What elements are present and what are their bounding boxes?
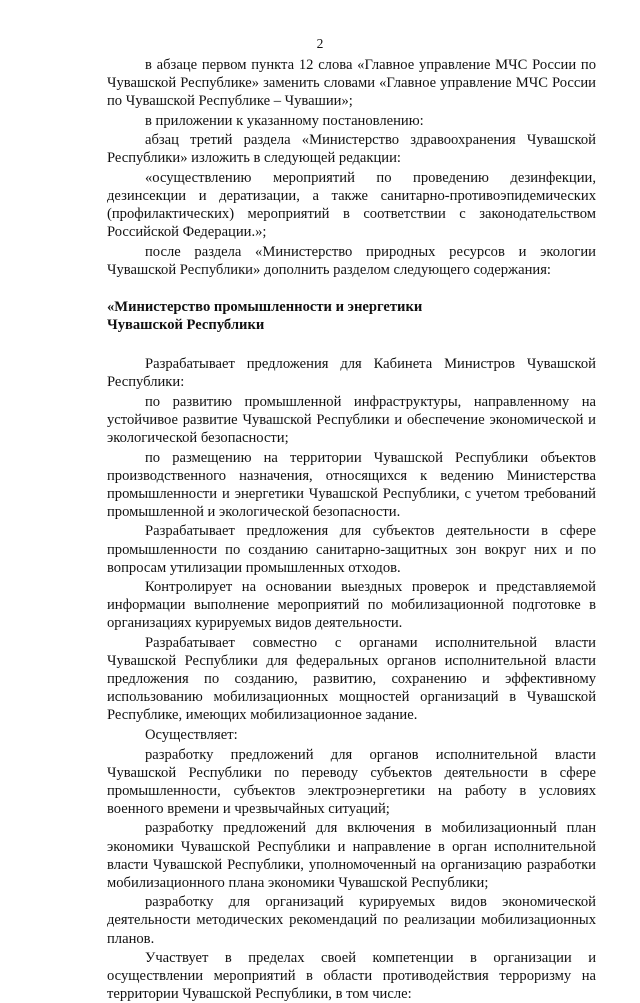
paragraph: разработку предложений для органов исполнительной власти Чувашской Республики по переводу субъектов деятельности в сфере промышленности, субъектов электроэнергетики на работу в условиях военного времени и чрезвычайных ситуаций; (107, 746, 596, 817)
paragraph: Разрабатывает предложения для субъектов деятельности в сфере промышленности по созданию санитарно-защитных зон вокруг них и по вопросам утилизации промышленных отходов. (107, 523, 596, 576)
paragraph: Разрабатывает совместно с органами исполнительной власти Чувашской Республики для федеральных органов исполнительной власти предложения по созданию, развитию, сохранению и эффективному использованию мобилизационных мощностей организаций в Чувашской Республике, имеющих мобилизационное задание. (107, 635, 596, 724)
section-heading-line-1: «Министерство промышленности и энергетики (107, 299, 423, 316)
section-heading (107, 298, 596, 334)
paragraph: по размещению на территории Чувашской Республики объектов производственного назначения, относящихся к ведению Министерства промышленности и энергетики Чувашской Республики, с учетом требований промышленной и экологической безопасности. (107, 449, 596, 520)
document-body (107, 56, 596, 1003)
paragraph: в абзаце первом пункта 12 слова «Главное управление МЧС России по Чувашской Республике» заменить словами «Главное управление МЧС России по Чувашской Республике – Чувашии»; (107, 57, 596, 110)
paragraph: Осуществляет: (145, 727, 238, 743)
paragraph: в приложении к указанному постановлению: (145, 112, 424, 129)
paragraph: Контролирует на основании выездных проверок и представляемой информации выполнение мероприятий по мобилизационной подготовке в организациях курируемых видов деятельности. (107, 579, 596, 632)
paragraph: абзац третий раздела «Министерство здравоохранения Чувашской Республики» изложить в следующей редакции: (107, 132, 596, 167)
paragraph: разработку для организаций курируемых видов экономической деятельности методических рекомендаций по реализации мобилизационных планов. (107, 894, 596, 947)
paragraph: по развитию промышленной инфраструктуры, направленному на устойчивое развитие Чувашской Республики и обеспечение экономической и экологической безопасности; (107, 393, 596, 446)
paragraph: после раздела «Министерство природных ресурсов и экологии Чувашской Республики» дополнить разделом следующего содержания: (107, 243, 596, 279)
section-heading-line-2: Чувашской Республики (107, 317, 265, 334)
paragraph: «осуществлению мероприятий по проведению дезинфекции, дезинсекции и дератизации, а также санитарно-противоэпидемических (профилактических) мероприятий в соответствии с законодательством Российской Федерации.»; (107, 170, 596, 241)
paragraph: Разрабатывает предложения для Кабинета Министров Чувашской Республики: (107, 356, 596, 391)
page-number: 2 (316, 36, 324, 51)
paragraph: Участвует в пределах своей компетенции в организации и осуществлении мероприятий в области противодействия терроризму на территории Чувашской Республики, в том числе: (107, 950, 596, 1003)
paragraph: разработку предложений для включения в мобилизационный план экономики Чувашской Республики и направление в орган исполнительной власти Чувашской Республики, уполномоченный на организацию разработки мобилизационного плана экономики Чувашской Республики; (107, 820, 596, 891)
